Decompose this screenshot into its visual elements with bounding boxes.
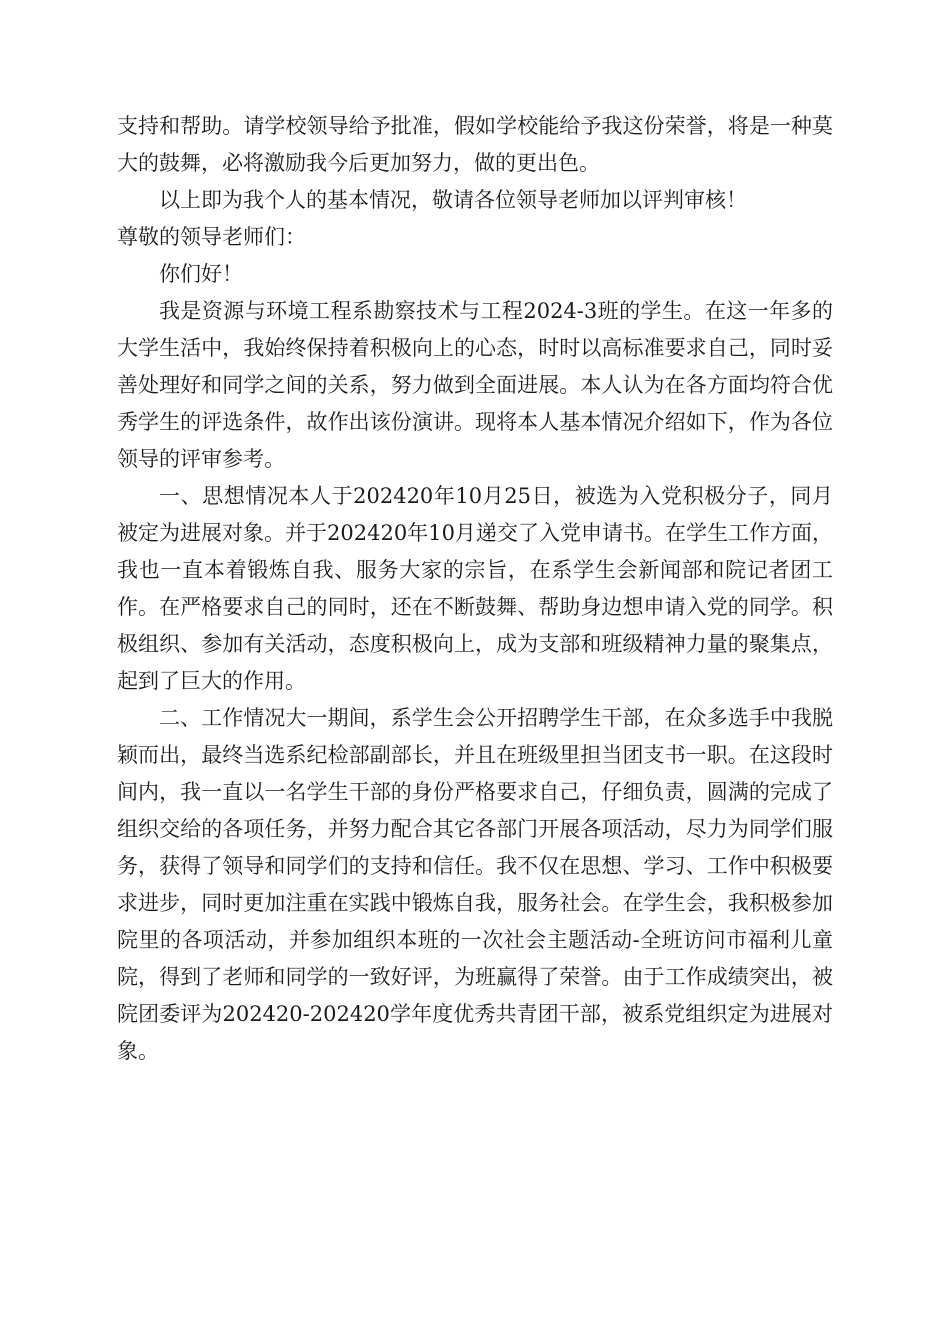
- paragraph-summary: 以上即为我个人的基本情况，敬请各位领导老师加以评判审核！: [159, 188, 747, 212]
- salutation: 尊敬的领导老师们：: [117, 225, 306, 249]
- paragraph-work-situation: 二、工作情况大一期间，系学生会公开招聘学生干部，在众多选手中我脱颖而出，最终当选系纪检部副部长，并且在班级里担当团支书一职。在这段时间内，我一直以一名学生干部的身份严格要求自己，仔细负责，圆满的完成了组织交给的各项任务，并努力配合其它各部门开展各项活动，尽力为同学们服务，获得了领导和同学们的支持和信任。我不仅在思想、学习、工作中积极要求进步，同时更加注重在实践中锻炼自我，服务社会。在学生会，我积极参加院里的各项活动，并参加组织本班的一次社会主题活动-全班访问市福利儿童院，得到了老师和同学的一致好评，为班赢得了荣誉。由于工作成绩突出，被院团委评为202420-202420学年度优秀共青团干部，被系党组织定为进展对象。: [117, 706, 833, 1063]
- paragraph-thought-situation: 一、思想情况本人于202420年10月25日，被选为入党积极分子，同月被定为进展对象。并于202420年10月递交了入党申请书。在学生工作方面，我也一直本着锻炼自我、服务大家的宗旨，在系学生会新闻部和院记者团工作。在严格要求自己的同时，还在不断鼓舞、帮助身边想申请入党的同学。积极组织、参加有关活动，态度积极向上，成为支部和班级精神力量的聚集点，起到了巨大的作用。: [117, 484, 833, 693]
- greeting: 你们好！: [159, 262, 243, 286]
- document-body: [117, 108, 833, 1070]
- paragraph-continuation: 支持和帮助。请学校领导给予批准，假如学校能给予我这份荣誉，将是一种莫大的鼓舞，必将激励我今后更加努力，做的更出色。: [117, 114, 833, 175]
- paragraph-intro: 我是资源与环境工程系勘察技术与工程2024-3班的学生。在这一年多的大学生活中，我始终保持着积极向上的心态，时时以高标准要求自己，同时妥善处理好和同学之间的关系，努力做到全面进展。本人认为在各方面均符合优秀学生的评选条件，故作出该份演讲。现将本人基本情况介绍如下，作为各位领导的评审参考。: [117, 299, 833, 471]
